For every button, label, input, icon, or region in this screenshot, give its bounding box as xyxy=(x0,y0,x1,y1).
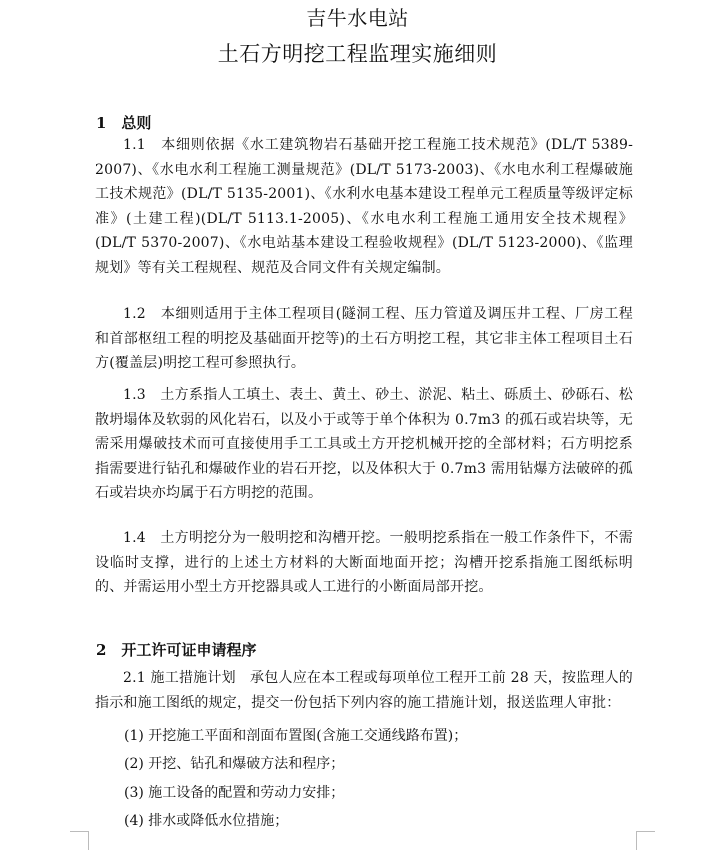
document-title-main: 土石方明挖工程监理实施细则 xyxy=(217,42,498,66)
paragraph-1-4: 1.4 土方明挖分为一般明挖和沟槽开挖。一般明挖系指在一般工作条件下，不需设临时支撑，进行的上述土方材料的大断面地面开挖；沟槽开挖系指施工图纸标明的、并需运用小型土方开挖器具或人工进行的小断面局部开挖。 xyxy=(95,530,633,596)
list-item: (4) 排水或降低水位措施； xyxy=(124,813,289,829)
paragraph-1-1: 1.1 本细则依据《水工建筑物岩石基础开挖工程施工技术规范》(DL/T 5389-2007)、《水电水利工程施工测量规范》(DL/T 5173-2003)、《水电水利工程爆破施工技术规范》(DL/T 5135-2001)、《水利水电基本建设工程单元工程质量等级评定标准》(土建工程)(DL/T 5113.1-2005)、《水电水利工程施工通用安全技术规程》(DL/T 5370-2007)、《水电站基本建设工程验收规程》(DL/T 5123-2000)、《监理规划》等有关工程规程、规范及合同文件有关规定编制。 xyxy=(95,137,633,276)
paragraph-2-1: 2.1 施工措施计划 承包人应在本工程或每项单位工程开工前 28 天，按监理人的指示和施工图纸的规定，提交一份包括下列内容的施工措施计划，报送监理人审批： xyxy=(95,670,633,711)
section-1-heading: 1 总则 xyxy=(96,114,152,132)
paragraph-1-3: 1.3 土方系指人工填土、表土、黄土、砂土、淤泥、粘土、砾质土、砂砾石、松散坍塌体及软弱的风化岩石，以及小于或等于单个体积为 0.7m3 的孤石或岩块等，无需采用爆破技术而可直接使用手工工具或土方开挖机械开挖的全部材料；石方明挖系指需要进行钻孔和爆破作业的岩石开挖，以及体积大于 0.7m3 需用钻爆方法破碎的孤石或岩块亦均属于石方明挖的范围。 xyxy=(95,387,633,502)
page-margin-corner-mark xyxy=(636,831,655,850)
list-item: (3) 施工设备的配置和劳动力安排； xyxy=(124,785,345,801)
section-2-heading: 2 开工许可证申请程序 xyxy=(96,641,257,659)
document-title-station: 吉牛水电站 xyxy=(306,6,409,30)
page-margin-corner-mark xyxy=(70,831,89,850)
list-item: (1) 开挖施工平面和剖面布置图(含施工交通线路布置)； xyxy=(124,728,468,744)
paragraph-1-2: 1.2 本细则适用于主体工程项目(隧洞工程、压力管道及调压井工程、厂房工程和首部枢纽工程的明挖及基础面开挖等)的土石方明挖工程，其它非主体工程项目土石方(覆盖层)明挖工程可参照执行。 xyxy=(95,306,633,372)
list-item: (2) 开挖、钻孔和爆破方法和程序； xyxy=(124,756,345,772)
